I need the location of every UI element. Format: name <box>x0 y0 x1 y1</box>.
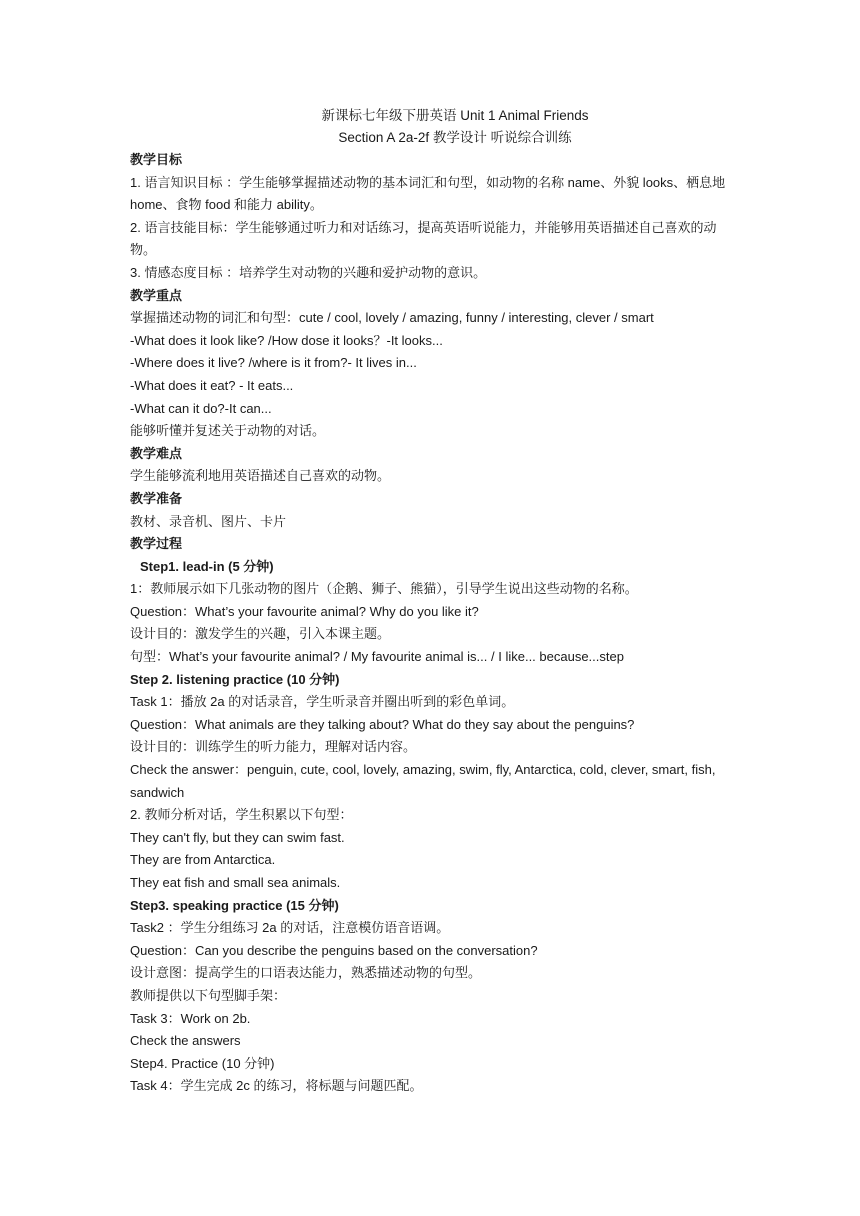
paragraph-line: Question：Can you describe the penguins based on the conversation? <box>130 942 538 958</box>
paragraph-line: 学生能够流利地用英语描述自己喜欢的动物。 <box>130 468 391 484</box>
paragraph-line: 设计目的：激发学生的兴趣，引入本课主题。 <box>130 626 391 642</box>
paragraph-line: Question：What’s your favourite animal? Why do you like it? <box>130 603 479 619</box>
section-heading: 教学目标 <box>130 152 183 167</box>
paragraph-line: Check the answer：penguin, cute, cool, lovely, amazing, swim, fly, Antarctica, cold, clever, smart, fish, sandwich <box>130 762 716 800</box>
document-title-line-2: Section A 2a-2f 教学设计 听说综合训练 <box>338 130 572 145</box>
paragraph-line: 1. 语言知识目标 ：学生能够掌握描述动物的基本词汇和句型，如动物的名称 name、外貌 looks、栖息地 home、食物 food 和能力 ability。 <box>130 174 726 213</box>
paragraph-line: Question：What animals are they talking about? What do they say about the penguins? <box>130 716 635 732</box>
paragraph-line: Check the answers <box>130 1033 241 1049</box>
paragraph-line: 2. 语言技能目标：学生能够通过听力和对话练习，提高英语听说能力，并能够用英语描述自己喜欢的动物。 <box>130 219 717 258</box>
paragraph-line: Task 3：Work on 2b. <box>130 1010 251 1026</box>
paragraph-line: They can't fly, but they can swim fast. <box>130 829 345 845</box>
paragraph-line: -Where does it live? /where is it from?- It lives in... <box>130 355 417 371</box>
section-heading: 教学重点 <box>130 287 183 303</box>
paragraph-line: Task 1：播放 2a 的对话录音，学生听录音并圈出听到的彩色单词。 <box>130 694 515 710</box>
paragraph-line: 掌握描述动物的词汇和句型：cute / cool, lovely / amazing, funny / interesting, clever / smart <box>130 310 654 326</box>
paragraph-line: 设计意图：提高学生的口语表达能力，熟悉描述动物的句型。 <box>130 965 482 981</box>
paragraph-line: Task2 ：学生分组练习 2a 的对话，注意模仿语音语调。 <box>130 920 450 936</box>
paragraph-line: Task 4：学生完成 2c 的练习，将标题与问题匹配。 <box>130 1078 423 1094</box>
section-heading: 教学难点 <box>130 445 183 461</box>
paragraph-line: 2. 教师分析对话，学生积累以下句型： <box>130 807 353 823</box>
paragraph-line: 设计目的：训练学生的听力能力，理解对话内容。 <box>130 739 417 755</box>
paragraph-line: 句型：What’s your favourite animal? / My favourite animal is... / I like... because...step <box>130 649 624 665</box>
paragraph-line: 能够听懂并复述关于动物的对话。 <box>130 423 326 439</box>
paragraph-line: 教师提供以下句型脚手架： <box>130 987 287 1003</box>
paragraph-line: 1：教师展示如下几张动物的图片（企鹅、狮子、熊猫），引导学生说出这些动物的名称。 <box>130 581 638 597</box>
paragraph-line: They eat fish and small sea animals. <box>130 875 341 890</box>
section-heading: Step3. speaking practice (15 分钟) <box>130 897 339 913</box>
section-heading: 教学准备 <box>130 490 183 506</box>
paragraph-line: -What does it eat? - It eats... <box>130 377 294 393</box>
document-lines <box>130 149 740 1098</box>
section-heading: Step 2. listening practice (10 分钟) <box>130 671 340 687</box>
document-title-line-1: 新课标七年级下册英语 Unit 1 Animal Friends <box>321 108 589 123</box>
paragraph-line: -What can it do?-It can... <box>130 400 272 416</box>
paragraph-line: 教材、录音机、图片、卡片 <box>130 513 287 529</box>
section-heading: Step1. lead-in (5 分钟) <box>140 558 274 574</box>
section-heading: 教学过程 <box>130 536 183 552</box>
paragraph-line: 3. 情感态度目标 ：培养学生对动物的兴趣和爱护动物的意识。 <box>130 264 487 280</box>
paragraph-line: Step4. Practice (10 分钟) <box>130 1055 275 1071</box>
paragraph-line: -What does it look like? /How dose it looks？-It looks... <box>130 332 443 348</box>
document-body <box>130 105 740 1098</box>
paragraph-line: They are from Antarctica. <box>130 852 276 868</box>
